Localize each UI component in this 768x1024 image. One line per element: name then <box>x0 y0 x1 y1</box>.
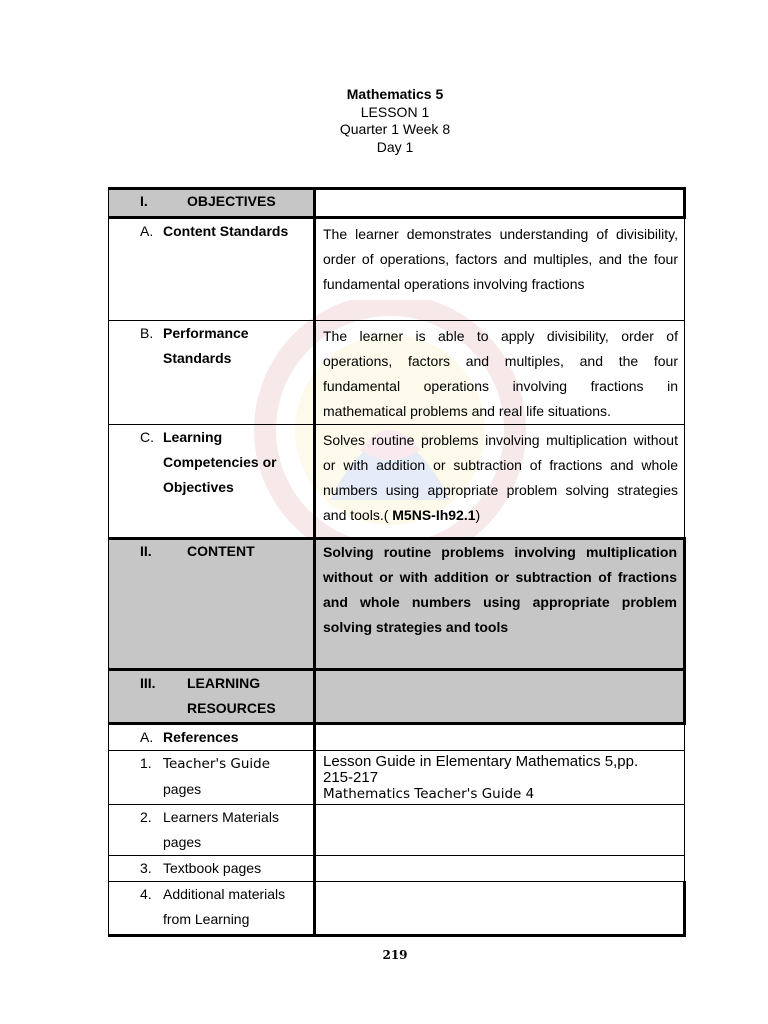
item-number: 2. <box>140 809 152 825</box>
competencies-label-2: Competencies or <box>163 454 277 470</box>
item-letter: C. <box>140 429 154 445</box>
textbook-pages-label: Textbook pages <box>163 860 262 876</box>
content-standards-text: The learner demonstrates understanding of divisibility, order of operations, factors and multiples, and the four fundamental operations involving fractions <box>323 226 678 292</box>
item-letter: B. <box>140 325 154 341</box>
section-title-resources: RESOURCES <box>187 700 276 716</box>
section-number: III. <box>140 675 156 691</box>
item-number: 4. <box>140 886 152 902</box>
resources-section-row <box>109 670 685 724</box>
reference-line-2: 215-217 <box>323 769 379 786</box>
section-title-content: CONTENT <box>187 543 255 559</box>
item-number: 3. <box>140 860 152 876</box>
performance-standards-row <box>109 321 685 425</box>
competencies-close: ) <box>475 507 481 523</box>
content-text: Solving routine problems involving multiplication without or with addition or subtraction of fractions and whole numbers using appropriate problem solving strategies and tools <box>323 544 677 635</box>
section-title-objectives: OBJECTIVES <box>187 193 276 209</box>
competencies-label-1: Learning <box>163 429 223 445</box>
learners-materials-label: Learners Materials <box>163 809 279 825</box>
teachers-guide-label: Teacher's Guide <box>163 756 271 772</box>
section-title-learning: LEARNING <box>187 675 261 691</box>
teachers-guide-label-2: pages <box>163 781 202 797</box>
item-letter: A. <box>140 729 154 745</box>
performance-standards-text: The learner is able to apply divisibility, order of operations, factors and multiples, and the four fundamental operations involving fractions in mathematical problems and real life situations. <box>323 328 678 419</box>
subject-title: Mathematics 5 <box>346 86 444 102</box>
additional-materials-row <box>109 882 685 936</box>
competency-code: M5NS-Ih92.1 <box>392 507 476 523</box>
lesson-label: LESSON 1 <box>360 103 430 120</box>
competencies-label-3: Objectives <box>163 479 234 495</box>
content-section-row <box>109 539 685 670</box>
references-row <box>109 724 685 751</box>
teachers-guide-row <box>109 751 685 805</box>
content-standards-row <box>109 218 685 321</box>
lesson-plan-table <box>108 187 686 937</box>
performance-standards-label-2: Standards <box>163 350 232 366</box>
item-number: 1. <box>140 755 152 771</box>
document-header <box>0 86 768 156</box>
performance-standards-label-1: Performance <box>163 325 249 341</box>
reference-line-3: Mathematics Teacher's Guide 4 <box>323 786 535 802</box>
competencies-row <box>109 425 685 539</box>
day-label: Day 1 <box>376 138 414 155</box>
quarter-week-label: Quarter 1 Week 8 <box>339 121 451 137</box>
references-label: References <box>163 729 239 745</box>
item-letter: A. <box>140 223 154 239</box>
section-number: II. <box>140 543 152 559</box>
textbook-pages-row <box>109 856 685 882</box>
objectives-section-row <box>109 189 685 218</box>
competencies-text <box>323 428 678 528</box>
learners-materials-row <box>109 805 685 856</box>
additional-materials-label-2: from Learning <box>163 911 250 927</box>
section-number: I. <box>140 193 148 209</box>
competencies-body: Solves routine problems involving multiplication without or with addition or subtraction of fractions and whole numbers using appropriate problem solving strategies and tools.( <box>323 432 678 523</box>
content-standards-label: Content Standards <box>163 223 289 239</box>
additional-materials-label: Additional materials <box>163 886 286 902</box>
page-number: 219 <box>382 948 408 962</box>
reference-line-1: Lesson Guide in Elementary Mathematics 5,pp. <box>323 753 639 770</box>
learners-materials-label-2: pages <box>163 834 202 850</box>
